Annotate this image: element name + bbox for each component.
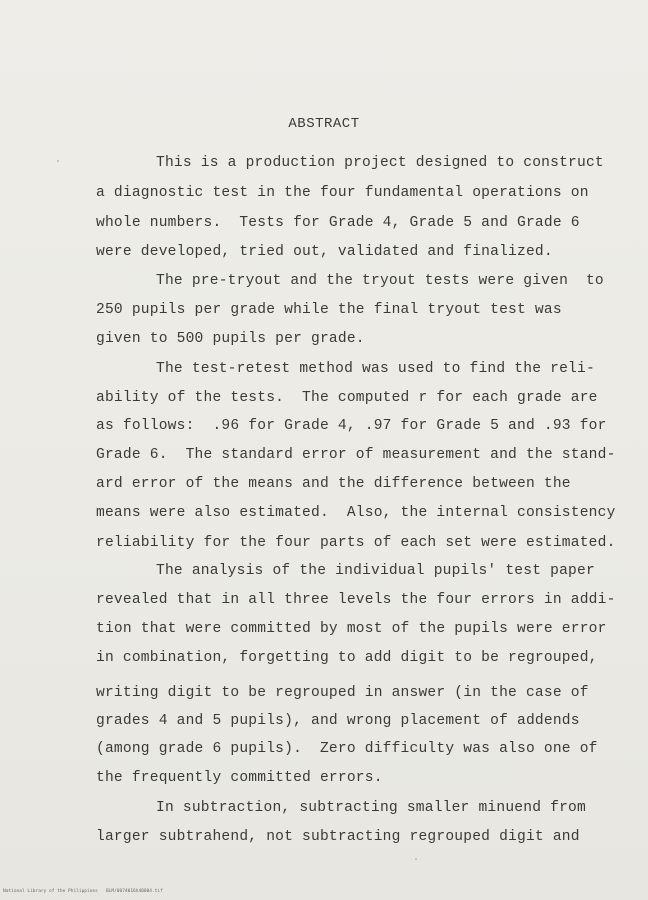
text-line: The pre-tryout and the tryout tests were given to [156,273,604,289]
text-line: This is a production project designed to construct [156,155,604,171]
text-line: means were also estimated. Also, the internal consistency [96,505,616,521]
text-line: a diagnostic test in the four fundamental operations on [96,185,589,201]
text-line: were developed, tried out, validated and finalized. [96,244,553,260]
text-line: The analysis of the individual pupils' test paper [156,563,595,579]
text-line: whole numbers. Tests for Grade 4, Grade 5 and Grade 6 [96,215,580,231]
text-line: the frequently committed errors. [96,770,383,786]
paper-speck [57,160,59,162]
text-line: Grade 6. The standard error of measurement and the stand- [96,447,616,463]
archive-footer: National Library of the Philippines BLM/0074016h40004.tif [3,889,163,894]
text-line: reliability for the four parts of each set were estimated. [96,535,616,551]
text-line: The test-retest method was used to find the reli- [156,361,595,377]
text-line: larger subtrahend, not subtracting regrouped digit and [96,829,580,845]
text-line: (among grade 6 pupils). Zero difficulty was also one of [96,741,598,757]
text-line: given to 500 pupils per grade. [96,331,365,347]
text-line: writing digit to be regrouped in answer (in the case of [96,685,589,701]
text-line: 250 pupils per grade while the final tryout test was [96,302,562,318]
text-line: in combination, forgetting to add digit to be regrouped, [96,650,598,666]
text-line: as follows: .96 for Grade 4, .97 for Grade 5 and .93 for [96,418,607,434]
text-line: In subtraction, subtracting smaller minuend from [156,800,586,816]
text-line: tion that were committed by most of the pupils were error [96,621,607,637]
paper-speck [415,858,417,860]
text-line: ability of the tests. The computed r for each grade are [96,390,598,406]
text-line: grades 4 and 5 pupils), and wrong placement of addends [96,713,580,729]
text-line: revealed that in all three levels the four errors in addi- [96,592,616,608]
abstract-title: ABSTRACT [288,116,360,132]
text-line: ard error of the means and the difference between the [96,476,571,492]
